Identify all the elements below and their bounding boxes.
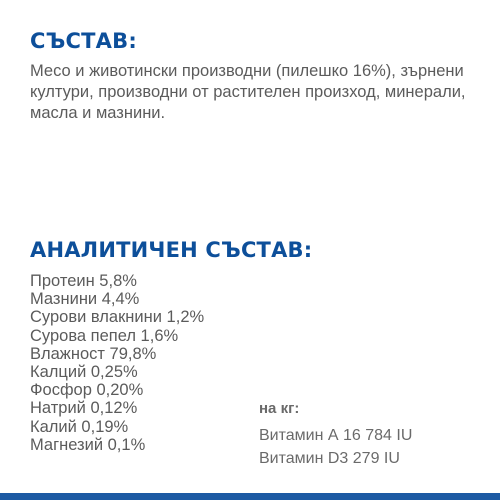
vitamin-item-d3: Витамин D3 279 IU bbox=[259, 449, 400, 467]
analysis-item-crude-fibre: Сурови влакнини 1,2% bbox=[30, 308, 205, 327]
vitamin-item-a: Витамин А 16 784 IU bbox=[259, 427, 413, 444]
analysis-item-potassium: Калий 0,19% bbox=[30, 417, 129, 436]
analysis-item-moisture: Влажност 79,8% bbox=[30, 344, 157, 363]
analysis-item-fat: Мазнини 4,4% bbox=[30, 290, 140, 309]
analysis-item-magnesium: Магнезий 0,1% bbox=[30, 435, 146, 454]
composition-heading: СЪСТАВ: bbox=[30, 29, 137, 53]
composition-text: Месо и животински производни (пилешко 16%), зърнени култури, производни от растителен произход, минерали, масла и мазнини. bbox=[30, 62, 466, 122]
per-kg-label: на кг: bbox=[259, 400, 300, 417]
vitamin-list bbox=[259, 425, 412, 470]
analysis-item-protein: Протеин 5,8% bbox=[30, 272, 137, 290]
analytical-composition-list bbox=[30, 272, 204, 454]
analysis-item-phosphorus: Фосфор 0,20% bbox=[30, 381, 144, 400]
bottom-accent-bar bbox=[0, 493, 500, 500]
analytical-composition-heading: АНАЛИТИЧЕН СЪСТАВ: bbox=[30, 238, 313, 262]
analysis-item-calcium: Калций 0,25% bbox=[30, 363, 138, 382]
analysis-item-crude-ash: Сурова пепел 1,6% bbox=[30, 326, 179, 345]
analysis-item-sodium: Натрий 0,12% bbox=[30, 399, 138, 418]
